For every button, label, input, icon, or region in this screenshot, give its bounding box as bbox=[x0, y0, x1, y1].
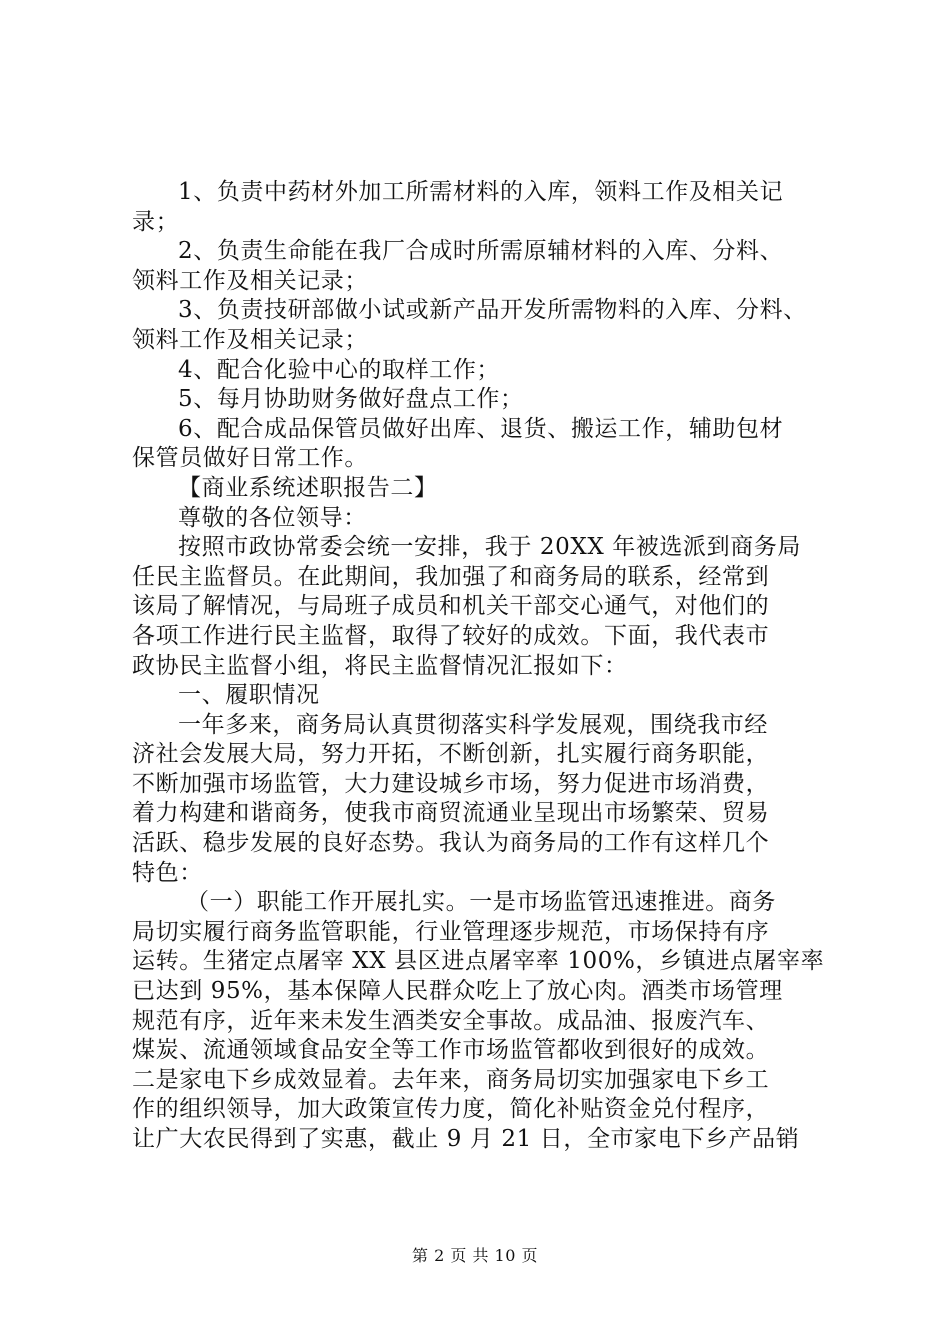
text-line: 4、配合化验中心的取样工作； bbox=[178, 356, 501, 383]
text-line: 领料工作及相关记录； bbox=[132, 267, 368, 294]
text-line: 领料工作及相关记录； bbox=[132, 326, 368, 353]
text-line: （一）职能工作开展扎实。一是市场监管迅速推进。商务 bbox=[186, 889, 776, 916]
text-line: 局切实履行商务监管职能，行业管理逐步规范，市场保持有序 bbox=[132, 918, 770, 945]
text-line: 2、负责生命能在我厂合成时所需原辅材料的入库、分料、 bbox=[178, 238, 784, 265]
text-line: 二是家电下乡成效显着。去年来，商务局切实加强家电下乡工 bbox=[132, 1066, 770, 1093]
text-line: 【商业系统述职报告二】 bbox=[178, 474, 438, 501]
text-line: 任民主监督员。在此期间，我加强了和商务局的联系，经常到 bbox=[132, 563, 770, 590]
text-line: 特色： bbox=[132, 859, 203, 886]
text-line: 着力构建和谐商务，使我市商贸流通业呈现出市场繁荣、贸易 bbox=[132, 800, 770, 827]
text-line: 录； bbox=[132, 208, 180, 235]
text-line: 作的组织领导，加大政策宣传力度，简化补贴资金兑付程序， bbox=[132, 1096, 770, 1123]
text-line: 活跃、稳步发展的良好态势。我认为商务局的工作有这样几个 bbox=[132, 830, 770, 857]
text-line: 让广大农民得到了实惠，截止 9 月 21 日，全市家电下乡产品销 bbox=[132, 1126, 800, 1152]
text-line: 按照市政协常委会统一安排，我于 20XX 年被选派到商务局 bbox=[178, 534, 802, 561]
text-line: 5、每月协助财务做好盘点工作； bbox=[178, 386, 524, 413]
text-line: 规范有序，近年来未发生酒类安全事故。成品油、报废汽车、 bbox=[132, 1007, 770, 1034]
text-line: 已达到 95%，基本保障人民群众吃上了放心肉。酒类市场管理 bbox=[132, 978, 783, 1005]
text-line: 政协民主监督小组，将民主监督情况汇报如下： bbox=[132, 652, 628, 679]
text-line: 各项工作进行民主监督，取得了较好的成效。下面，我代表市 bbox=[132, 622, 770, 649]
text-line: 尊敬的各位领导： bbox=[178, 504, 367, 531]
text-line: 运转。生猪定点屠宰 XX 县区进点屠宰率 100%，乡镇进点屠宰率 bbox=[132, 948, 825, 975]
text-line: 不断加强市场监管，大力建设城乡市场，努力促进市场消费， bbox=[132, 770, 770, 797]
page-footer: 第 2 页 共 10 页 bbox=[412, 1246, 538, 1265]
text-line: 一年多来，商务局认真贯彻落实科学发展观，围绕我市经 bbox=[178, 711, 768, 738]
text-line: 6、配合成品保管员做好出库、退货、搬运工作，辅助包材 bbox=[178, 415, 784, 442]
document-body bbox=[132, 178, 844, 1155]
text-line: 保管员做好日常工作。 bbox=[132, 445, 368, 472]
text-line: 1、负责中药材外加工所需材料的入库，领料工作及相关记 bbox=[178, 179, 784, 205]
text-line: 煤炭、流通领域食品安全等工作市场监管都收到很好的成效。 bbox=[132, 1037, 770, 1064]
text-line: 3、负责技研部做小试或新产品开发所需物料的入库、分料、 bbox=[178, 297, 807, 324]
text-line: 济社会发展大局，努力开拓，不断创新，扎实履行商务职能， bbox=[132, 741, 770, 768]
text-line: 该局了解情况，与局班子成员和机关干部交心通气，对他们的 bbox=[132, 593, 770, 620]
text-line: 一、履职情况 bbox=[178, 682, 320, 709]
